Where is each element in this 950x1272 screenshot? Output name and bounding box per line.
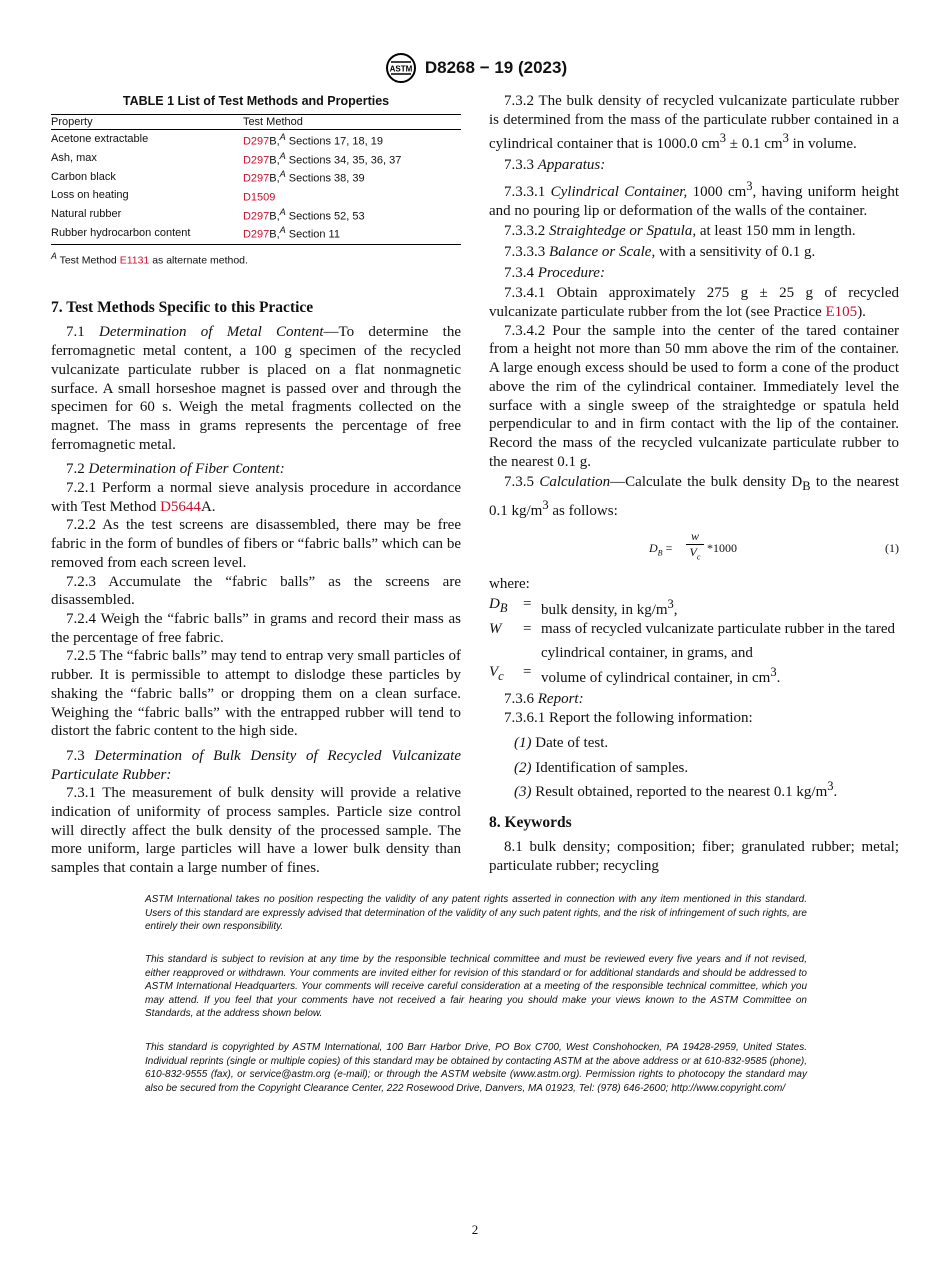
para-7-3-4: 7.3.4 Procedure: — [504, 264, 605, 281]
property-cell: Natural rubber — [51, 207, 122, 220]
where-label: where: — [489, 575, 530, 592]
property-cell: Carbon black — [51, 170, 116, 183]
para-7-2-5: 7.2.5 The “fabric balls” may tend to entrap very small particles of rubber. It is permissible to attempt to dislodge these particles by shaking the “fabric balls” or dropping them on a clean surface. Weighing the “fabric balls” with the entrapped rubber will tend to distort the fabric content to the high side. — [51, 648, 461, 740]
test-method-cell: D297B,$^A$ Sections 34, 35, 36, 37 — [242, 150, 402, 167]
astm-logo-icon — [383, 52, 419, 84]
table-row — [51, 167, 461, 186]
table-footnote: $^A$ Test Method E1131 as alternate method. — [51, 250, 248, 267]
e105-link[interactable]: E105 — [825, 304, 858, 321]
para-7-1: 7.1 Determination of Metal Content—To determine the ferromagnetic metal content, a 100 g specimen of the recycled vulcanizate particulate rubber is placed on a flat nonmagnetic surface. A small horseshoe magnet is passed over and through the specimen for 60 s. Weigh the metal fragments collected on the magnet. The mass in grams represents the percentage of free ferromagnetic metal. — [51, 324, 461, 453]
para-7-2-4: 7.2.4 Weigh the “fabric balls” in grams and record their mass as the percentage of free fabric. — [51, 610, 461, 646]
report-items-list — [489, 728, 899, 802]
property-cell: Ash, max — [51, 151, 97, 164]
table-row — [51, 205, 461, 224]
para-7-2-2: 7.2.2 As the test screens are disassembled, there may be free fabric in the form of bundles of fibers or “fabric balls” which can be removed from each screen level. — [51, 517, 461, 571]
where-equals: = — [523, 620, 532, 637]
para-7-3-1: 7.3.1 The measurement of bulk density will provide a relative indication of uniformity of process samples. Particle size control will directly affect the bulk density of the processed sample. The more uniform, large particles will have a lower bulk density than samples that contain a large number of fines. — [51, 785, 461, 877]
table-row — [51, 130, 461, 149]
e1131-link[interactable]: E1131 — [119, 254, 150, 267]
table-row — [51, 149, 461, 168]
property-cell: Rubber hydrocarbon content — [51, 223, 243, 244]
where-definitions — [489, 595, 899, 687]
para-7-3-3-2: 7.3.3.2 Straightedge or Spatula, at least 150 mm in length. — [504, 223, 856, 240]
para-8-1: 8.1 bulk density; composition; fiber; granulated rubber; metal; particulate rubber; recycling — [489, 838, 899, 874]
footer-copyright-notice: This standard is copyrighted by ASTM International, 100 Barr Harbor Drive, PO Box C700, West Conshohocken, PA 19428-2959, United States. Individual reprints (single or multiple copies) of this standard may be obtained by contacting ASTM at the above address or at 610-832-9585 (phone), 610-832-9555 (fax), or service@astm.org (e-mail); or through the ASTM website (www.astm.org). Permission rights to photocopy the standard may also be secured from the Copyright Clearance Center, 222 Rosewood Drive, Danvers, MA 01923, Tel: (978) 646-2600; http://www.copyright.com/ — [145, 1042, 807, 1094]
para-7-3-3-3: 7.3.3.3 Balance or Scale, with a sensitivity of 0.1 g. — [504, 243, 816, 260]
para-7-3: 7.3 Determination of Bulk Density of Recycled Vulcanizate Particulate Rubber: — [51, 747, 461, 783]
para-7-3-5: 7.3.5 Calculation—Calculate the bulk density $D_B$ to the nearest 0.1 $kg/m^3$ as follows: — [489, 474, 900, 520]
table-row — [51, 223, 461, 244]
equation-fraction: $\frac{w}{V_c}$ — [686, 529, 704, 561]
para-7-2-1: 7.2.1 Perform a normal sieve analysis procedure in accordance with Test Method D5644A. — [51, 480, 461, 515]
para-7-2-3: 7.2.3 Accumulate the “fabric balls” as the screens are disassembled. — [51, 573, 461, 609]
equation-number: (1) — [885, 540, 899, 555]
para-7-3-6: 7.3.6 Report: — [504, 691, 584, 708]
test-method-cell — [243, 186, 461, 205]
table-row — [51, 186, 461, 205]
test-method-cell: D297B,$^A$ Sections 17, 18, 19 — [242, 132, 383, 148]
where-equals: = — [523, 663, 532, 680]
document-designation: D8268 − 19 (2023) — [424, 58, 568, 77]
test-method-cell: D297B,$^A$ Sections 52, 53 — [242, 206, 365, 223]
column-header-property: Property — [51, 115, 243, 130]
where-definition: volume of cylindrical container, in $cm^3$. — [541, 664, 781, 686]
para-7-3-6-1: 7.3.6.1 Report the following information: — [504, 710, 753, 727]
list-item: (3) Result obtained, reported to the nearest 0.1 $kg/m^3$. — [514, 779, 838, 801]
test-method-cell: D297B,$^A$ Section 11 — [243, 223, 461, 244]
equation-multiplier: *1000 — [707, 540, 737, 555]
where-symbol: $V_c$ — [489, 663, 504, 683]
svg-text:ASTM: ASTM — [389, 64, 413, 74]
para-7-3-2: 7.3.2 The bulk density of recycled vulcanizate particulate rubber is determined from the mass of the particulate rubber contained in a cylindrical container that is 1000.0 $cm^3 \pm 0.1$ $cm^3$ in volume. — [489, 93, 899, 153]
right-column — [489, 92, 899, 875]
test-method-link[interactable]: D297 — [242, 154, 270, 167]
test-method-cell: D297B,$^A$ Sections 38, 39 — [242, 169, 365, 185]
para-7-3-4-1: 7.3.4.1 Obtain approximately 275 g ± 25 g of recycled vulcanizate particulate rubber from the lot (see Practice E105). — [489, 285, 899, 321]
where-definition: bulk density, in $kg/m^3$, — [541, 597, 678, 619]
equation-lhs: $D_B$ = — [649, 540, 673, 558]
where-equals: = — [523, 596, 532, 613]
left-column — [51, 92, 461, 878]
test-method-link[interactable]: D297 — [242, 172, 270, 185]
column-header-test-method: Test Method — [243, 115, 461, 130]
footer-patent-notice: ASTM International takes no position respecting the validity of any patent rights asserted in connection with any item mentioned in this standard. Users of this standard are expressly advised that determination of the validity of any such patent rights, and the risk of infringement of such rights, are entirely their own responsibility. — [145, 894, 807, 933]
list-item: (2) Identification of samples. — [514, 759, 689, 776]
property-cell: Loss on heating — [51, 189, 129, 202]
list-item: (1) Date of test. — [514, 734, 609, 751]
page-header — [0, 52, 950, 84]
test-method-link[interactable]: D297 — [242, 135, 270, 148]
property-cell: Acetone extractable — [51, 133, 149, 146]
footer-revision-notice: This standard is subject to revision at any time by the responsible technical committee and must be reviewed every five years and if not revised, either reapproved or withdrawn. Your comments are invited either for revision of this standard or for additional standards and should be addressed to ASTM International Headquarters. Your comments will receive careful consideration at a meeting of the responsible technical committee, which you may attend. If you feel that your comments have not received a fair hearing you should make your views known to the ASTM Committee on Standards, at the address shown below. — [145, 954, 807, 1020]
where-symbol: W — [489, 620, 502, 637]
page-number: 2 — [471, 1222, 479, 1237]
para-7-3-3: 7.3.3 Apparatus: — [504, 157, 606, 174]
para-7-3-4-2: 7.3.4.2 Pour the sample into the center of the tared container from a height not more than 50 mm above the rim of the container. A large enough excess should be used to form a cone of the product above the rim of the cylindrical container. Immediately level the surface with a single sweep of the straightedge or spatula held perpendicular to and in firm contact with the lip of the container. Record the mass of the recycled vulcanizate particulate rubber to the nearest 0.1 g. — [489, 322, 899, 470]
table-title: TABLE 1 List of Test Methods and Properties — [122, 94, 390, 108]
test-method-link[interactable]: D297 — [242, 228, 270, 241]
test-methods-table — [51, 114, 461, 245]
where-symbol: $D_B$ — [489, 596, 508, 616]
test-method-link[interactable]: D1509 — [242, 191, 276, 204]
test-method-link[interactable]: D297 — [242, 210, 270, 223]
para-7-2: 7.2 Determination of Fiber Content: — [66, 461, 285, 478]
d5644-link[interactable]: D5644 — [160, 498, 201, 515]
equation-1 — [489, 529, 899, 567]
section-8-heading: 8. Keywords — [489, 813, 572, 831]
para-7-3-3-1: 7.3.3.1 Cylindrical Container, 1000 $cm^3$, having uniform height and no pouring lip or deformation of the walls of the container. — [489, 178, 899, 219]
where-definition: mass of recycled vulcanizate particulate rubber in the tared cylindrical container, in grams, and — [541, 620, 895, 662]
section-7-heading: 7. Test Methods Specific to this Practice — [51, 299, 314, 317]
